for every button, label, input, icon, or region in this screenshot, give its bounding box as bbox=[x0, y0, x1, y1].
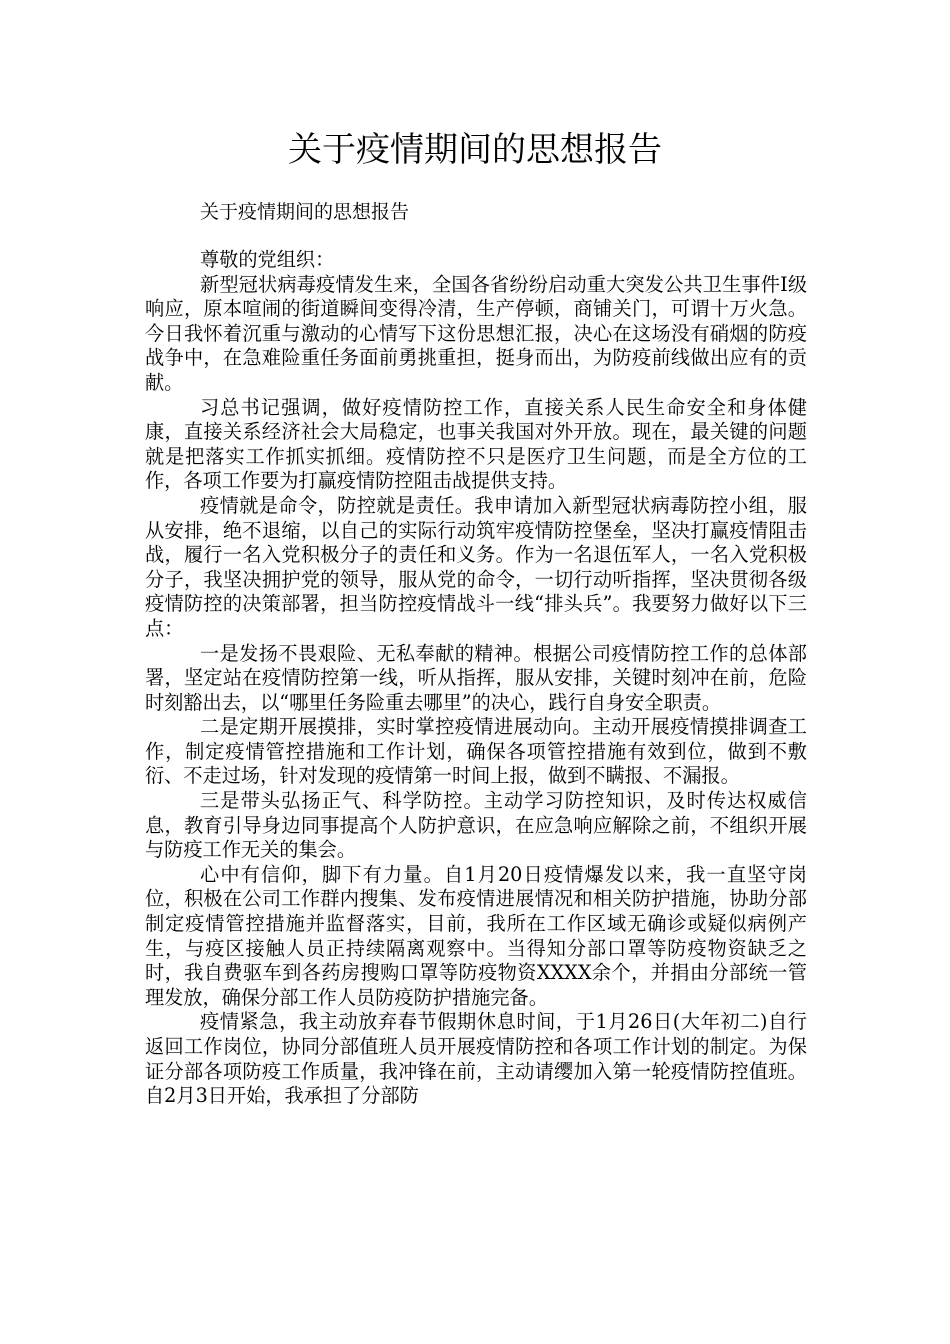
document-subtitle: 关于疫情期间的思想报告 bbox=[200, 201, 410, 223]
paragraph: 一是发扬不畏艰险、无私奉献的精神。根据公司疫情防控工作的总体部署，坚定站在疫情防控第一线，听从指挥，服从安排，关键时刻冲在前，危险时刻豁出去，以“哪里任务险重去哪里”的决心，践行自身安全职责。 bbox=[145, 641, 807, 714]
paragraph: 三是带头弘扬正气、科学防控。主动学习防控知识，及时传达权威信息，教育引导身边同事提高个人防护意识，在应急响应解除之前，不组织开展与防疫工作无关的集会。 bbox=[145, 789, 807, 862]
paragraph: 心中有信仰，脚下有力量。自1月20日疫情爆发以来，我一直坚守岗位，积极在公司工作群内搜集、发布疫情进展情况和相关防护措施，协助分部制定疫情管控措施并监督落实，目前，我所在工作区域无确诊或疑似病例产生，与疫区接触人员正持续隔离观察中。当得知分部口罩等防疫物资缺乏之时，我自费驱车到各药房搜购口罩等防疫物资XXXX余个，并捐由分部统一管理发放，确保分部工作人员防疫防护措施完备。 bbox=[145, 862, 807, 1009]
paragraph: 二是定期开展摸排，实时掌控疫情进展动向。主动开展疫情摸排调查工作，制定疫情管控措施和工作计划，确保各项管控措施有效到位，做到不敷衍、不走过场，针对发现的疫情第一时间上报，做到不瞒报、不漏报。 bbox=[145, 715, 807, 788]
document-title: 关于疫情期间的思想报告 bbox=[288, 130, 662, 170]
paragraph: 疫情紧急，我主动放弃春节假期休息时间，于1月26日(大年初二)自行返回工作岗位，协同分部值班人员开展疫情防控和各项工作计划的制定。为保证分部各项防疫工作质量，我冲锋在前，主动请缨加入第一轮疫情防控值班。自2月3日开始，我承担了分部防 bbox=[145, 1010, 807, 1108]
paragraph: 疫情就是命令，防控就是责任。我申请加入新型冠状病毒防控小组，服从安排，绝不退缩，以自己的实际行动筑牢疫情防控堡垒，坚决打赢疫情阻击战，履行一名入党积极分子的责任和义务。作为一名退伍军人，一名入党积极分子，我坚决拥护党的领导，服从党的命令，一切行动听指挥，坚决贯彻各级疫情防控的决策部署，担当防控疫情战斗一线“排头兵”。我要努力做好以下三点： bbox=[145, 493, 807, 640]
paragraph: 习总书记强调，做好疫情防控工作，直接关系人民生命安全和身体健康，直接关系经济社会大局稳定，也事关我国对外开放。现在，最关键的问题就是把落实工作抓实抓细。疫情防控不只是医疗卫生问题，而是全方位的工作，各项工作要为打赢疫情防控阻击战提供支持。 bbox=[145, 395, 807, 493]
document-body bbox=[145, 248, 807, 1109]
paragraph: 新型冠状病毒疫情发生来，全国各省纷纷启动重大突发公共卫生事件Ⅰ级响应，原本喧闹的街道瞬间变得冷清，生产停顿，商铺关门，可谓十万火急。今日我怀着沉重与激动的心情写下这份思想汇报，决心在这场没有硝烟的防疫战争中，在急难险重任务面前勇挑重担，挺身而出，为防疫前线做出应有的贡献。 bbox=[145, 272, 807, 394]
salutation: 尊敬的党组织： bbox=[200, 248, 335, 271]
